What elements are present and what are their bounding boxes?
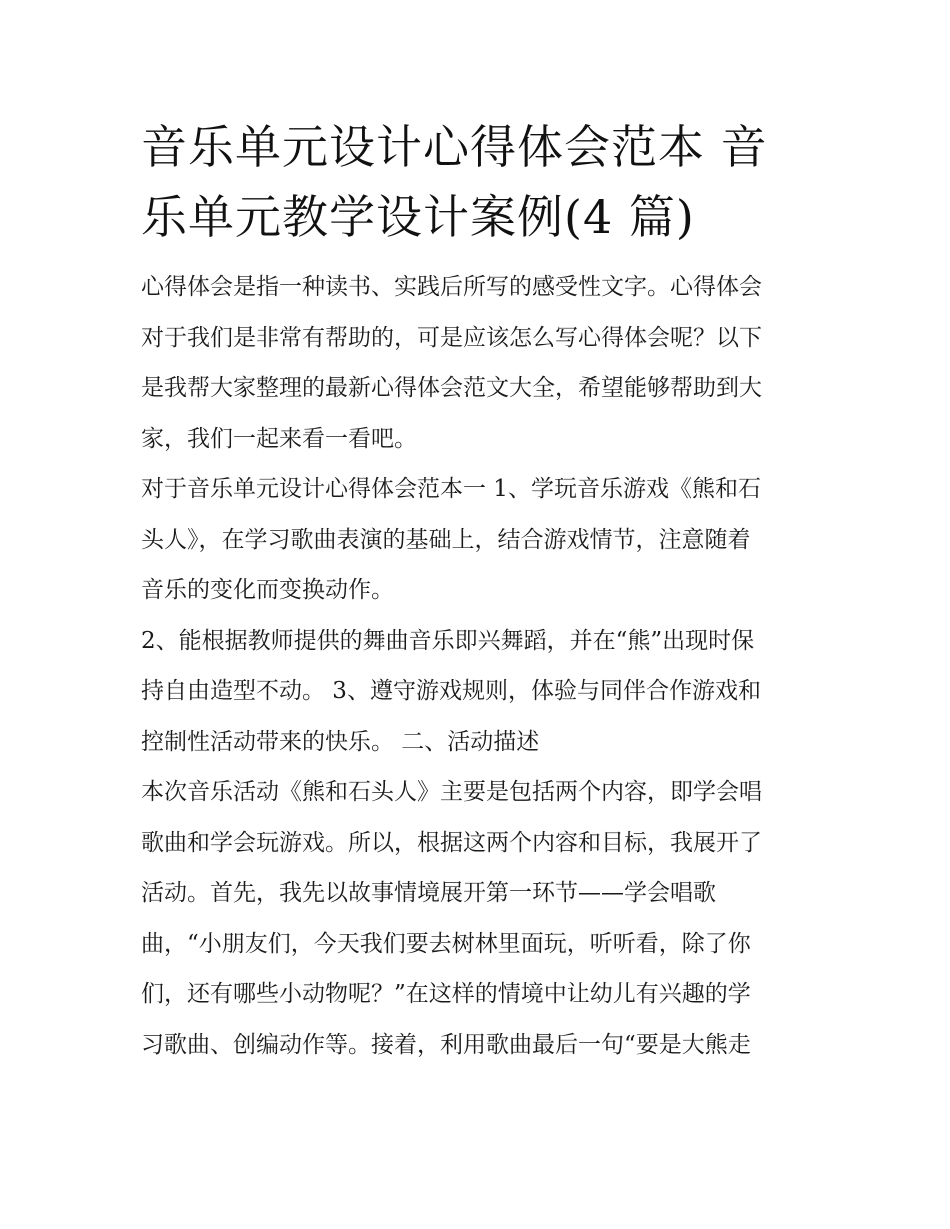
body-line: 们，还有哪些小动物呢？”在这样的情境中让幼儿有兴趣的学 xyxy=(141,981,751,1007)
document-title xyxy=(141,112,817,252)
body-line: 2、能根据教师提供的舞曲音乐即兴舞蹈，并在“熊”出现时保 xyxy=(141,627,755,654)
document-body xyxy=(141,262,817,1070)
body-line: 持自由造型不动。 3、遵守游戏规则，体验与同伴合作游戏和 xyxy=(141,678,761,704)
body-line: 习歌曲、创编动作等。接着，利用歌曲最后一句“要是大熊走 xyxy=(141,1031,751,1058)
title-line: 乐单元教学设计案例(4 篇) xyxy=(141,190,695,244)
body-line: 本次音乐活动《熊和石头人》主要是包括两个内容，即学会唱 xyxy=(141,779,762,805)
document-page xyxy=(141,112,817,1070)
title-line: 音乐单元设计心得体会范本 音 xyxy=(141,120,768,174)
body-line: 对于音乐单元设计心得体会范本一 1、学玩音乐游戏《熊和石 xyxy=(141,476,761,502)
body-line: 是我帮大家整理的最新心得体会范文大全，希望能够帮助到大 xyxy=(141,375,762,401)
body-line: 歌曲和学会玩游戏。所以，根据这两个内容和目标，我展开了 xyxy=(141,829,762,856)
body-line: 头人》，在学习歌曲表演的基础上，结合游戏情节，注意随着 xyxy=(141,526,751,553)
body-line: 控制性活动带来的快乐。 二、活动描述 xyxy=(141,728,540,755)
body-line: 音乐的变化而变换动作。 xyxy=(141,577,394,603)
body-line: 活动。首先，我先以故事情境展开第一环节——学会唱歌 xyxy=(141,880,716,906)
body-line: 对于我们是非常有帮助的，可是应该怎么写心得体会呢？以下 xyxy=(141,324,762,351)
body-line: 家，我们一起来看一看吧。 xyxy=(141,425,417,452)
body-line: 曲，“小朋友们，今天我们要去树林里面玩，听听看，除了你 xyxy=(141,930,751,957)
body-line: 心得体会是指一种读书、实践后所写的感受性文字。心得体会 xyxy=(141,274,762,300)
